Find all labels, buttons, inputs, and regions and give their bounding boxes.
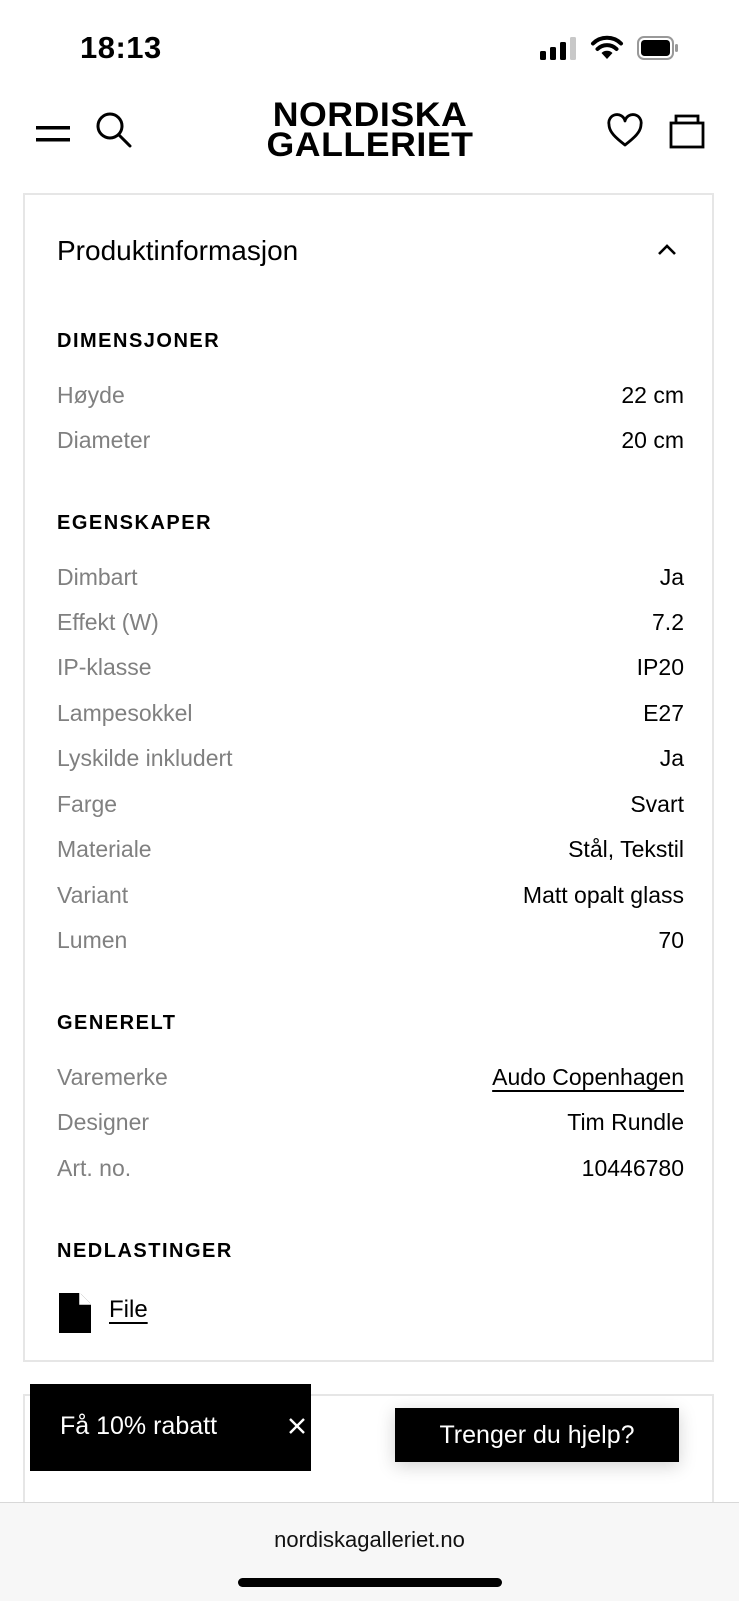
spec-row: [57, 564, 684, 604]
spec-label: Varemerke: [57, 1064, 168, 1090]
battery-icon: [637, 36, 679, 60]
close-icon[interactable]: [285, 1414, 309, 1438]
panel-title[interactable]: Produktinformasjon: [57, 235, 299, 266]
discount-popup[interactable]: [30, 1384, 311, 1471]
spec-value: 22 cm: [621, 382, 684, 408]
help-button[interactable]: [395, 1408, 679, 1462]
bag-icon[interactable]: [668, 112, 706, 150]
spec-label: Dimbart: [57, 564, 138, 590]
spec-row: [57, 1155, 684, 1195]
product-info-panel: [23, 193, 714, 1362]
spec-value: Tim Rundle: [567, 1109, 684, 1135]
spec-label: Effekt (W): [57, 609, 159, 635]
section-title-general: GENERELT: [57, 1012, 177, 1034]
discount-label[interactable]: Få 10% rabatt: [60, 1412, 218, 1440]
status-time: 18:13: [80, 30, 162, 65]
search-icon[interactable]: [94, 110, 134, 150]
spec-label: Lyskilde inkludert: [57, 745, 233, 771]
spec-value: 7.2: [652, 609, 684, 635]
spec-label: Lumen: [57, 927, 128, 953]
brand-link[interactable]: Audo Copenhagen: [492, 1064, 684, 1090]
site-header: [0, 90, 739, 190]
heart-icon[interactable]: [606, 112, 644, 150]
spec-value: E27: [643, 700, 684, 726]
section-title-downloads: NEDLASTINGER: [57, 1240, 233, 1262]
status-bar: [0, 0, 739, 90]
spec-row: [57, 791, 684, 831]
spec-value: Stål, Tekstil: [568, 836, 684, 862]
spec-row: [57, 1064, 684, 1104]
spec-value: 20 cm: [621, 427, 684, 453]
spec-row: [57, 745, 684, 785]
wifi-icon: [590, 34, 624, 60]
spec-value: Ja: [659, 564, 684, 590]
spec-row: [57, 882, 684, 922]
spec-label: Farge: [57, 791, 118, 817]
home-indicator[interactable]: [238, 1578, 502, 1587]
spec-value: Matt opalt glass: [522, 882, 684, 908]
spec-row: [57, 382, 684, 422]
spec-label: Høyde: [57, 382, 125, 408]
spec-label: Materiale: [57, 836, 152, 862]
spec-row: [57, 927, 684, 967]
file-link[interactable]: File: [109, 1296, 148, 1323]
logo-line-2: GALLERIET: [266, 126, 474, 164]
spec-row: [57, 609, 684, 649]
spec-value: 10446780: [581, 1155, 684, 1181]
site-logo[interactable]: [249, 96, 491, 164]
help-button-label: Trenger du hjelp?: [439, 1421, 635, 1449]
spec-value: IP20: [636, 654, 684, 680]
chevron-up-icon[interactable]: [656, 239, 678, 261]
spec-label: Designer: [57, 1109, 150, 1135]
spec-label: Lampesokkel: [57, 700, 193, 726]
url-text[interactable]: nordiskagalleriet.no: [274, 1527, 465, 1552]
spec-row: [57, 654, 684, 694]
section-title-dimensions: DIMENSJONER: [57, 330, 221, 352]
spec-value: Svart: [630, 791, 684, 817]
spec-row: [57, 700, 684, 740]
spec-row: [57, 427, 684, 467]
cellular-signal-icon: [540, 36, 578, 60]
spec-value: Ja: [659, 745, 684, 771]
logo-line-1: NORDISKA: [272, 96, 468, 134]
file-icon: [59, 1293, 91, 1333]
section-title-properties: EGENSKAPER: [57, 512, 213, 534]
spec-value: 70: [658, 927, 684, 953]
spec-row: [57, 836, 684, 876]
menu-icon[interactable]: [34, 118, 72, 152]
spec-label: Variant: [57, 882, 129, 908]
spec-label: Art. no.: [57, 1155, 132, 1181]
spec-label: IP-klasse: [57, 654, 152, 680]
spec-row: [57, 1109, 684, 1149]
spec-label: Diameter: [57, 427, 151, 453]
